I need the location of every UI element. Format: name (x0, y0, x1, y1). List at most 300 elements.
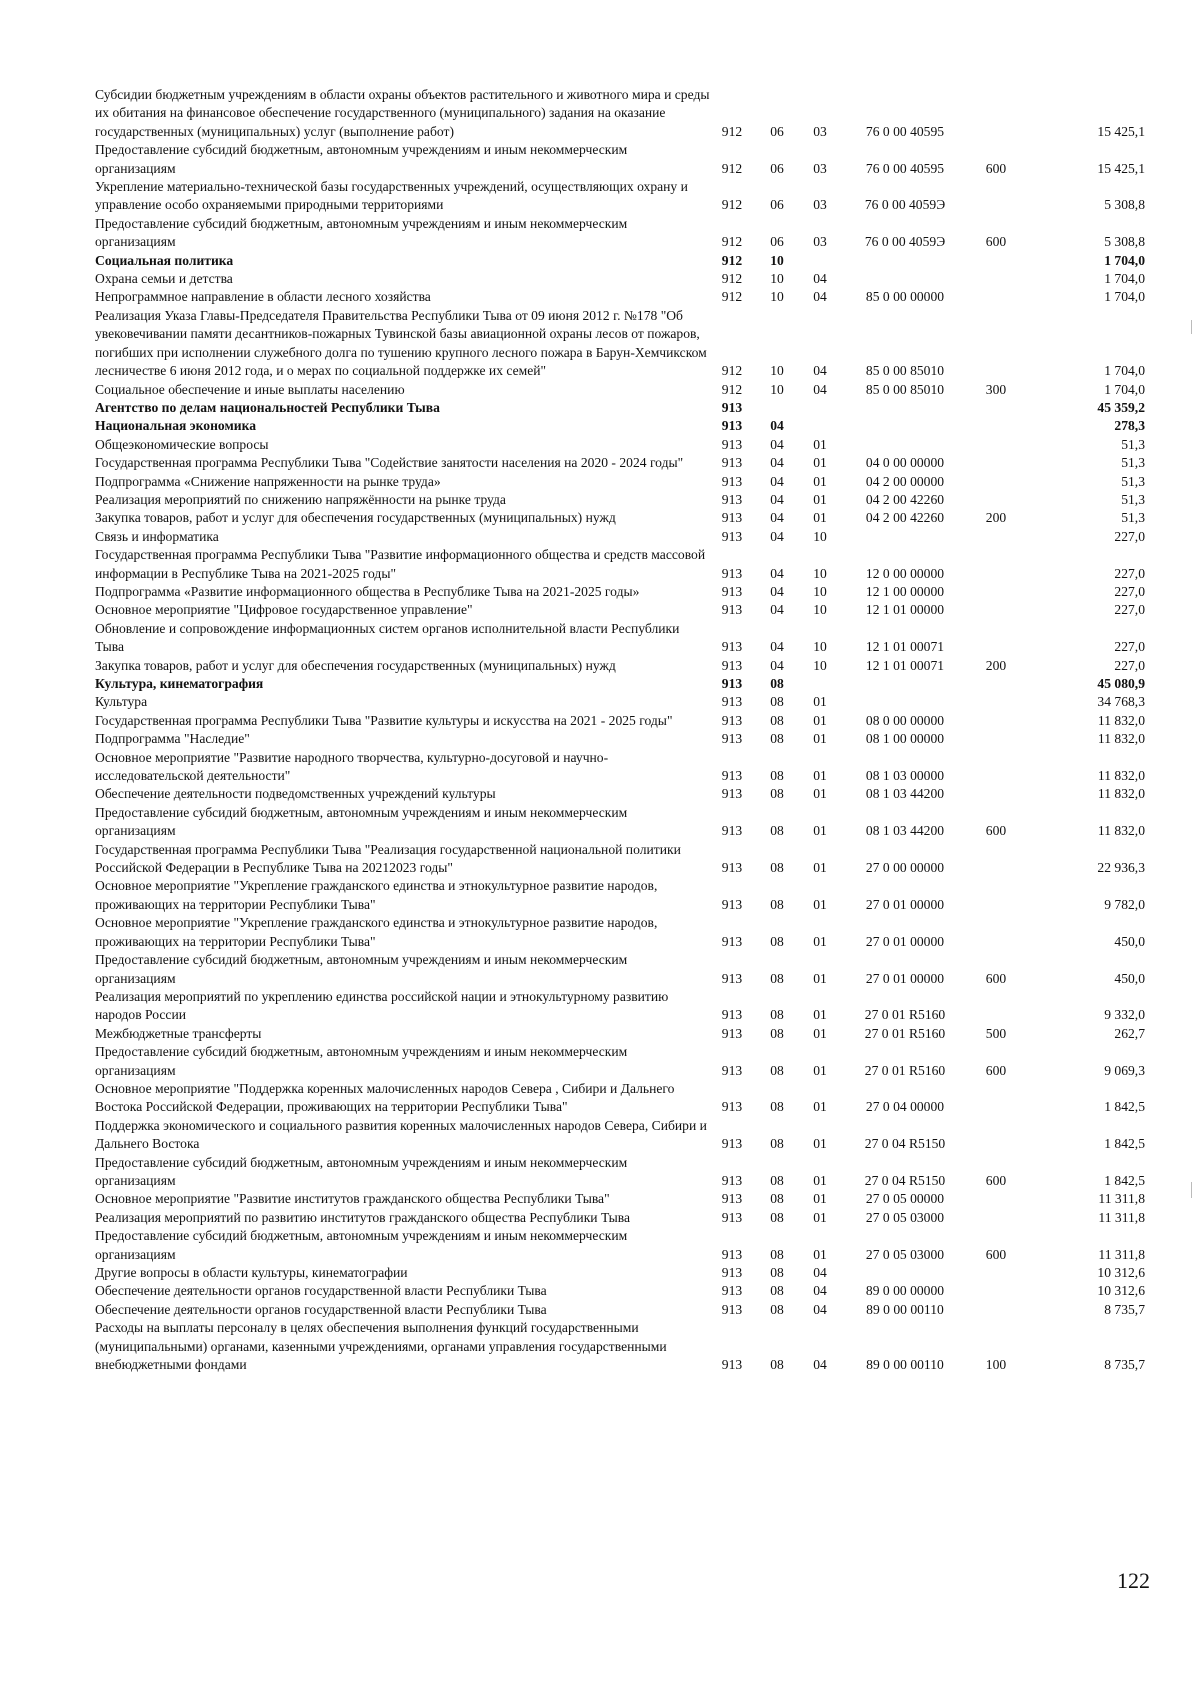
budget-item-name: Подпрограмма «Снижение напряженности на рынке труда» (95, 473, 441, 489)
expense-type-code: 600 (985, 823, 1007, 839)
budget-item-name: Обновление и сопровождение информационных систем органов исполнительной власти Республики Тыва (95, 620, 680, 655)
section-code: 08 (770, 731, 784, 747)
section-code: 04 (770, 602, 784, 618)
budget-item-name: Культура, кинематография (95, 676, 264, 691)
expense-type-code (970, 307, 1022, 381)
section-code: 06 (770, 234, 784, 250)
table-row (95, 1301, 1145, 1319)
budget-item-name: Межбюджетные трансферты (95, 1025, 262, 1041)
amount-value: 11 832,0 (1097, 712, 1145, 728)
amount-value: 22 936,3 (1097, 860, 1145, 876)
table-row (95, 1154, 1145, 1191)
amount-value: 51,3 (1121, 510, 1145, 526)
section-code: 08 (770, 1191, 784, 1207)
expense-type-code: 600 (985, 970, 1007, 986)
budget-item-name: Охрана семьи и детства (95, 271, 233, 287)
expense-type-code (970, 1282, 1022, 1300)
table-row (95, 1080, 1145, 1117)
subsection-code: 04 (813, 1283, 827, 1299)
expense-type-code: 600 (985, 234, 1007, 250)
table-row (95, 252, 1145, 270)
target-article-code: 12 1 00 00000 (865, 583, 945, 599)
section-code: 08 (770, 970, 784, 986)
subsection-code: 03 (813, 160, 827, 176)
section-code: 08 (770, 1283, 784, 1299)
budget-item-name: Национальная экономика (95, 418, 256, 434)
subsection-code: 10 (813, 583, 827, 599)
subsection-code: 01 (813, 694, 827, 710)
grbs-code: 913 (721, 1191, 743, 1207)
target-article-code: 76 0 00 4059Э (864, 197, 946, 213)
amount-value: 51,3 (1121, 455, 1145, 471)
expense-type-code (970, 1209, 1022, 1227)
table-row (95, 546, 1145, 583)
expense-type-code: 600 (985, 1172, 1007, 1188)
target-article-code (840, 417, 970, 435)
budget-item-name: Предоставление субсидий бюджетным, автономным учреждениям и иным некоммерческим организациям (95, 804, 628, 839)
subsection-code: 01 (813, 860, 827, 876)
target-article-code (840, 252, 970, 270)
subsection-code: 01 (813, 768, 827, 784)
grbs-code: 913 (721, 786, 743, 802)
target-article-code: 76 0 00 40595 (865, 123, 945, 139)
grbs-code: 913 (721, 565, 743, 581)
budget-item-name: Закупка товаров, работ и услуг для обеспечения государственных (муниципальных) нужд (95, 510, 616, 526)
section-code: 08 (770, 896, 784, 912)
grbs-code: 913 (721, 1136, 743, 1152)
table-row (95, 583, 1145, 601)
subsection-code: 04 (813, 363, 827, 379)
table-row (95, 436, 1145, 454)
expense-type-code (970, 436, 1022, 454)
amount-value: 227,0 (1114, 639, 1145, 655)
table-row (95, 1227, 1145, 1264)
target-article-code (840, 528, 970, 546)
subsection-code: 03 (813, 234, 827, 250)
target-article-code: 08 1 03 00000 (865, 768, 945, 784)
budget-item-name: Подпрограмма «Развитие информационного общества в Республике Тыва на 2021-2025 годы» (95, 583, 640, 599)
amount-value: 227,0 (1114, 602, 1145, 618)
target-article-code (840, 693, 970, 711)
grbs-code: 913 (721, 528, 743, 544)
subsection-code: 03 (813, 123, 827, 139)
target-article-code: 08 1 03 44200 (865, 786, 945, 802)
table-row (95, 951, 1145, 988)
amount-value: 45 080,9 (1097, 676, 1145, 691)
table-row (95, 988, 1145, 1025)
target-article-code: 12 1 01 00071 (865, 657, 945, 673)
target-article-code: 27 0 05 03000 (865, 1209, 945, 1225)
section-code: 04 (770, 418, 784, 434)
amount-value: 227,0 (1114, 528, 1145, 544)
section-code: 08 (770, 1025, 784, 1041)
budget-item-name: Субсидии бюджетным учреждениям в области охраны объектов растительного и животного мира и среды их обитания на финансовое обеспечение государственного (муниципального) задания на оказание государственных (муниципальных) услуг (выполнение работ) (95, 87, 710, 139)
table-row (95, 417, 1145, 435)
amount-value: 51,3 (1121, 473, 1145, 489)
budget-item-name: Укрепление материально-технической базы государственных учреждений, осуществляющих охрану и управление особо охраняемыми природными территориями (95, 179, 688, 213)
target-article-code: 12 1 01 00071 (865, 639, 945, 655)
expense-type-code (970, 1301, 1022, 1319)
expense-type-code (970, 86, 1022, 141)
grbs-code: 913 (721, 1062, 743, 1078)
section-code: 08 (770, 1265, 784, 1280)
subsection-code (800, 399, 840, 417)
page-number: 122 (1117, 1568, 1150, 1593)
grbs-code: 912 (721, 160, 743, 176)
section-code: 08 (770, 1007, 784, 1023)
target-article-code: 04 0 00 00000 (865, 455, 945, 471)
budget-item-name: Предоставление субсидий бюджетным, автономным учреждениям и иным некоммерческим организациям (95, 142, 628, 176)
budget-item-name: Основное мероприятие "Поддержка коренных малочисленных народов Севера , Сибири и Дальнего Востока Российской Федерации, проживающих на территории Республики Тыва" (95, 1080, 675, 1115)
scan-edge-mark (1191, 320, 1192, 334)
amount-value: 1 842,5 (1104, 1099, 1145, 1115)
budget-item-name: Основное мероприятие "Укрепление гражданского единства и этнокультурное развитие народов, проживающих на территории Республики Тыва" (95, 915, 658, 949)
target-article-code: 27 0 04 00000 (865, 1099, 945, 1115)
table-row (95, 693, 1145, 711)
scan-edge-mark (1191, 1182, 1192, 1198)
expense-type-code (970, 1264, 1022, 1282)
budget-item-name: Основное мероприятие "Развитие народного творчества, культурно-досуговой и научно-исследовательской деятельности" (95, 749, 609, 784)
table-row (95, 841, 1145, 878)
table-row (95, 178, 1145, 215)
expense-type-code: 200 (985, 510, 1007, 526)
expense-type-code: 200 (985, 657, 1007, 673)
grbs-code: 912 (721, 197, 743, 213)
budget-item-name: Государственная программа Республики Тыва "Реализация государственной национальной политики Российской Федерации в Республике Тыва на 20212023 годы" (95, 841, 681, 876)
amount-value: 11 832,0 (1097, 786, 1145, 802)
grbs-code: 913 (721, 676, 743, 691)
table-row (95, 804, 1145, 841)
amount-value: 227,0 (1114, 583, 1145, 599)
budget-item-name: Предоставление субсидий бюджетным, автономным учреждениям и иным некоммерческим организациям (95, 1044, 628, 1078)
target-article-code: 27 0 00 00000 (865, 860, 945, 876)
amount-value: 227,0 (1114, 565, 1145, 581)
grbs-code: 913 (721, 418, 743, 434)
target-article-code: 27 0 01 R5160 (864, 1025, 946, 1041)
amount-value: 10 312,6 (1097, 1265, 1145, 1280)
expense-type-code (970, 491, 1022, 509)
amount-value: 9 069,3 (1104, 1062, 1145, 1078)
budget-item-name: Предоставление субсидий бюджетным, автономным учреждениям и иным некоммерческим организациям (95, 1228, 628, 1262)
budget-item-name: Закупка товаров, работ и услуг для обеспечения государственных (муниципальных) нужд (95, 657, 616, 673)
table-row (95, 657, 1145, 675)
target-article-code: 27 0 05 00000 (865, 1191, 945, 1207)
table-row (95, 307, 1145, 381)
budget-item-name: Поддержка экономического и социального развития коренных малочисленных народов Севера, Сибири и Дальнего Востока (95, 1117, 707, 1152)
table-row (95, 399, 1145, 417)
target-article-code (840, 1264, 970, 1282)
section-code: 08 (770, 860, 784, 876)
expense-type-code (970, 454, 1022, 472)
table-row (95, 509, 1145, 527)
section-code: 04 (770, 639, 784, 655)
section-code: 06 (770, 123, 784, 139)
target-article-code (840, 270, 970, 288)
table-row (95, 1209, 1145, 1227)
expense-type-code (970, 988, 1022, 1025)
table-row (95, 141, 1145, 178)
expense-type-code (970, 252, 1022, 270)
section-code: 08 (770, 1301, 784, 1317)
expense-type-code (970, 730, 1022, 748)
grbs-code: 913 (721, 694, 743, 710)
table-row (95, 381, 1145, 399)
subsection-code: 01 (813, 896, 827, 912)
table-row (95, 270, 1145, 288)
subsection-code: 01 (813, 786, 827, 802)
amount-value: 11 311,8 (1098, 1209, 1145, 1225)
grbs-code: 913 (721, 602, 743, 618)
target-article-code: 04 2 00 42260 (865, 491, 945, 507)
subsection-code: 01 (813, 1209, 827, 1225)
table-row (95, 675, 1145, 693)
expense-type-code: 600 (985, 1246, 1007, 1262)
budget-item-name: Расходы на выплаты персоналу в целях обеспечения выполнения функций государственными (муниципальными) органами, казенными учреждениями, органами управления государственными внебюджетными фондами (95, 1320, 667, 1373)
amount-value: 1 704,0 (1104, 289, 1145, 305)
target-article-code: 12 0 00 00000 (865, 565, 945, 581)
table-row (95, 749, 1145, 786)
amount-value: 9 782,0 (1104, 896, 1145, 912)
expense-type-code: 500 (985, 1025, 1007, 1041)
table-row (95, 1319, 1145, 1374)
expense-type-code: 600 (985, 1062, 1007, 1078)
subsection-code: 01 (813, 1136, 827, 1152)
amount-value: 11 311,8 (1098, 1191, 1145, 1207)
section-code: 08 (770, 712, 784, 728)
budget-item-name: Обеспечение деятельности органов государственной власти Республики Тыва (95, 1301, 547, 1317)
grbs-code: 913 (721, 1209, 743, 1225)
grbs-code: 913 (721, 583, 743, 599)
target-article-code: 76 0 00 40595 (865, 160, 945, 176)
grbs-code: 913 (721, 1099, 743, 1115)
budget-item-name: Связь и информатика (95, 528, 219, 544)
subsection-code: 01 (813, 1172, 827, 1188)
amount-value: 1 704,0 (1104, 363, 1145, 379)
section-code: 10 (770, 289, 784, 305)
amount-value: 8 735,7 (1104, 1301, 1145, 1317)
section-code: 08 (770, 1246, 784, 1262)
amount-value: 45 359,2 (1097, 399, 1145, 415)
expense-type-code (970, 546, 1022, 583)
grbs-code: 913 (721, 1283, 743, 1299)
subsection-code: 01 (813, 1025, 827, 1041)
section-code: 08 (770, 1136, 784, 1152)
subsection-code: 04 (813, 1301, 827, 1317)
table-row (95, 620, 1145, 657)
section-code: 06 (770, 197, 784, 213)
grbs-code: 913 (721, 1025, 743, 1041)
grbs-code: 913 (721, 823, 743, 839)
budget-item-name: Реализация мероприятий по развитию институтов гражданского общества Республики Тыва (95, 1209, 631, 1225)
budget-item-name: Другие вопросы в области культуры, кинематографии (95, 1265, 408, 1280)
table-row (95, 86, 1145, 141)
expense-type-code (970, 270, 1022, 288)
expense-type-code: 600 (985, 160, 1007, 176)
amount-value: 1 842,5 (1104, 1136, 1145, 1152)
target-article-code: 08 1 03 44200 (865, 823, 945, 839)
target-article-code: 27 0 01 R5160 (864, 1007, 946, 1023)
expense-type-code (970, 914, 1022, 951)
subsection-code: 01 (813, 1062, 827, 1078)
table-row (95, 1025, 1145, 1043)
expense-type-code (970, 601, 1022, 619)
subsection-code: 10 (813, 602, 827, 618)
grbs-code: 912 (721, 381, 743, 397)
grbs-code: 913 (721, 436, 743, 452)
budget-item-name: Основное мероприятие "Укрепление гражданского единства и этнокультурное развитие народов, проживающих на территории Республики Тыва" (95, 878, 658, 912)
section-code: 04 (770, 528, 784, 544)
target-article-code: 89 0 00 00110 (866, 1301, 944, 1317)
target-article-code: 27 0 01 00000 (865, 933, 945, 949)
target-article-code: 12 1 01 00000 (865, 602, 945, 618)
budget-item-name: Общеэкономические вопросы (95, 436, 269, 452)
amount-value: 9 332,0 (1104, 1007, 1145, 1023)
grbs-code: 913 (721, 1265, 743, 1280)
grbs-code: 913 (721, 1246, 743, 1262)
subsection-code: 01 (813, 455, 827, 471)
expense-type-code (970, 620, 1022, 657)
section-code: 04 (770, 491, 784, 507)
amount-value: 5 308,8 (1104, 197, 1145, 213)
target-article-code (840, 675, 970, 693)
grbs-code: 913 (721, 896, 743, 912)
target-article-code: 08 0 00 00000 (865, 712, 945, 728)
grbs-code: 913 (721, 399, 743, 415)
section-code: 10 (770, 381, 784, 397)
target-article-code: 76 0 00 4059Э (864, 234, 946, 250)
grbs-code: 913 (721, 455, 743, 471)
amount-value: 15 425,1 (1097, 160, 1145, 176)
section-code: 08 (770, 1209, 784, 1225)
grbs-code: 913 (721, 639, 743, 655)
table-row (95, 601, 1145, 619)
grbs-code: 913 (721, 657, 743, 673)
budget-item-name: Предоставление субсидий бюджетным, автономным учреждениям и иным некоммерческим организациям (95, 1154, 628, 1188)
expense-type-code (970, 583, 1022, 601)
target-article-code (840, 436, 970, 454)
budget-item-name: Государственная программа Республики Тыва "Развитие информационного общества и средств массовой информации в Республике Тыва на 2021-2025 годы" (95, 547, 706, 581)
grbs-code: 913 (721, 1357, 743, 1373)
section-code: 04 (770, 436, 784, 452)
target-article-code: 04 2 00 42260 (865, 510, 945, 526)
table-row (95, 730, 1145, 748)
subsection-code (800, 417, 840, 435)
section-code: 04 (770, 510, 784, 526)
section-code: 10 (770, 271, 784, 287)
subsection-code: 01 (813, 823, 827, 839)
subsection-code (800, 252, 840, 270)
subsection-code: 01 (813, 491, 827, 507)
expense-type-code (970, 1190, 1022, 1208)
grbs-code: 912 (721, 234, 743, 250)
grbs-code: 912 (721, 289, 743, 305)
section-code: 08 (770, 768, 784, 784)
grbs-code: 912 (721, 271, 743, 287)
budget-table-body (95, 86, 1145, 1374)
amount-value: 11 832,0 (1097, 823, 1145, 839)
target-article-code: 27 0 01 00000 (865, 896, 945, 912)
grbs-code: 913 (721, 1172, 743, 1188)
expense-type-code (970, 528, 1022, 546)
expense-type-code (970, 749, 1022, 786)
budget-item-name: Агентство по делам национальностей Республики Тыва (95, 399, 440, 415)
grbs-code: 913 (721, 510, 743, 526)
section-code: 04 (770, 565, 784, 581)
target-article-code (840, 399, 970, 417)
budget-item-name: Подпрограмма "Наследие" (95, 731, 250, 747)
budget-item-name: Основное мероприятие "Развитие институтов гражданского общества Республики Тыва" (95, 1191, 610, 1207)
subsection-code: 04 (813, 271, 827, 287)
target-article-code: 85 0 00 85010 (865, 363, 945, 379)
amount-value: 8 735,7 (1104, 1357, 1145, 1373)
subsection-code: 03 (813, 197, 827, 213)
subsection-code: 04 (813, 1265, 827, 1280)
subsection-code: 10 (813, 657, 827, 673)
subsection-code: 10 (813, 565, 827, 581)
grbs-code: 913 (721, 970, 743, 986)
section-code: 04 (770, 473, 784, 489)
budget-table (95, 86, 1145, 1374)
amount-value: 1 704,0 (1104, 271, 1145, 287)
section-code: 10 (770, 252, 784, 268)
table-row (95, 1264, 1145, 1282)
subsection-code: 01 (813, 1099, 827, 1115)
amount-value: 1 704,0 (1104, 252, 1145, 268)
subsection-code: 01 (813, 933, 827, 949)
grbs-code: 912 (721, 123, 743, 139)
budget-item-name: Предоставление субсидий бюджетным, автономным учреждениям и иным некоммерческим организациям (95, 952, 628, 986)
grbs-code: 913 (721, 1007, 743, 1023)
expense-type-code (970, 178, 1022, 215)
target-article-code: 27 0 05 03000 (865, 1246, 945, 1262)
section-code: 08 (770, 823, 784, 839)
target-article-code: 27 0 04 R5150 (864, 1172, 946, 1188)
target-article-code: 08 1 00 00000 (865, 731, 945, 747)
expense-type-code (970, 1117, 1022, 1154)
budget-item-name: Реализация Указа Главы-Председателя Правительства Республики Тыва от 09 июня 2012 г. №178 "Об увековечивании памяти десантников-пожарных Тувинской базы авиационной охраны лесов от пожаров, погибших при исполнении служебного долга по тушению крупного лесного пожара в Барун-Хемчикском лесничестве 6 июня 2012 года, и о мерах по социальной поддержке их семей" (95, 307, 707, 379)
grbs-code: 913 (721, 933, 743, 949)
table-row (95, 491, 1145, 509)
grbs-code: 913 (721, 1301, 743, 1317)
budget-item-name: Культура (95, 694, 148, 710)
section-code: 08 (770, 1357, 784, 1373)
expense-type-code (970, 675, 1022, 693)
subsection-code: 01 (813, 1246, 827, 1262)
subsection-code: 04 (813, 289, 827, 305)
grbs-code: 913 (721, 768, 743, 784)
grbs-code: 913 (721, 712, 743, 728)
table-row (95, 215, 1145, 252)
subsection-code: 04 (813, 381, 827, 397)
amount-value: 1 842,5 (1104, 1172, 1145, 1188)
amount-value: 51,3 (1121, 491, 1145, 507)
amount-value: 450,0 (1114, 970, 1145, 986)
subsection-code: 01 (813, 970, 827, 986)
table-row (95, 473, 1145, 491)
table-row (95, 914, 1145, 951)
section-code: 08 (770, 1062, 784, 1078)
section-code: 06 (770, 160, 784, 176)
section-code: 08 (770, 676, 784, 691)
expense-type-code (970, 693, 1022, 711)
grbs-code: 913 (721, 473, 743, 489)
subsection-code: 01 (813, 510, 827, 526)
amount-value: 1 704,0 (1104, 381, 1145, 397)
amount-value: 5 308,8 (1104, 234, 1145, 250)
budget-item-name: Государственная программа Республики Тыва "Содействие занятости населения на 2020 - 2024 годы" (95, 455, 684, 471)
target-article-code: 04 2 00 00000 (865, 473, 945, 489)
section-code (754, 399, 800, 417)
